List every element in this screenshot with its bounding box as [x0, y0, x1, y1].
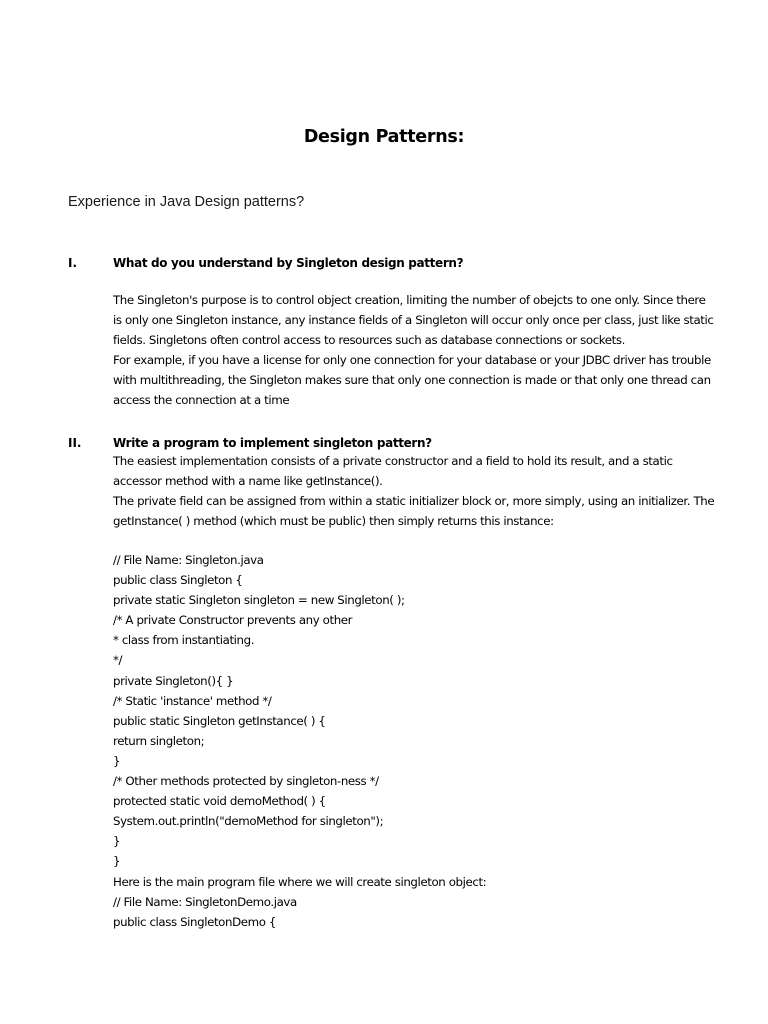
answer-line: getInstance( ) method (which must be public) then simply returns this instance: — [113, 514, 554, 529]
answer-line: fields. Singletons often control access to resources such as database connections or sockets. — [113, 333, 625, 348]
document-title: Design Patterns: — [303, 127, 465, 147]
question-2-answer — [113, 451, 743, 531]
code-line: */ — [113, 653, 123, 668]
code-line: // File Name: Singleton.java — [113, 553, 264, 567]
answer-line: with multithreading, the Singleton makes sure that only one connection is made or that only one thread can — [113, 373, 711, 388]
code-line: public static Singleton getInstance( ) { — [113, 713, 326, 728]
code-listing — [113, 550, 743, 932]
code-line: protected static void demoMethod( ) { — [113, 794, 326, 809]
code-line: private static Singleton singleton = new Singleton( ); — [113, 593, 405, 608]
code-line: } — [113, 854, 121, 869]
code-line: } — [113, 834, 121, 849]
code-line: /* Static 'instance' method */ — [113, 693, 272, 708]
answer-line: is only one Singleton instance, any instance fields of a Singleton will occur only once per class, just like static — [113, 313, 714, 328]
answer-line: For example, if you have a license for only one connection for your database or your JDBC driver has trouble — [113, 353, 711, 368]
question-1-heading: What do you understand by Singleton design pattern? — [113, 256, 464, 270]
question-2-heading: Write a program to implement singleton pattern? — [113, 436, 432, 450]
code-line: // File Name: SingletonDemo.java — [113, 894, 297, 909]
code-line: /* Other methods protected by singleton-ness */ — [113, 774, 379, 789]
answer-line: The easiest implementation consists of a private constructor and a field to hold its result, and a static — [113, 454, 673, 468]
code-line: public class SingletonDemo { — [113, 914, 276, 929]
code-line: * class from instantiating. — [113, 633, 255, 648]
question-1-answer — [113, 290, 743, 411]
question-1-number: I. — [68, 256, 78, 270]
document-subtitle: Experience in Java Design patterns? — [68, 194, 305, 210]
code-line: return singleton; — [113, 733, 205, 748]
code-line: private Singleton(){ } — [113, 673, 234, 688]
answer-line: The Singleton's purpose is to control object creation, limiting the number of obejcts to one only. Since there — [113, 293, 706, 307]
code-line: } — [113, 753, 121, 768]
answer-line: accessor method with a name like getInstance(). — [113, 474, 383, 489]
code-line: public class Singleton { — [113, 573, 243, 588]
question-2-number: II. — [68, 436, 82, 450]
code-line: Here is the main program file where we will create singleton object: — [113, 874, 487, 889]
answer-line: access the connection at a time — [113, 393, 290, 408]
code-line: System.out.println("demoMethod for singleton"); — [113, 814, 384, 829]
code-line: /* A private Constructor prevents any other — [113, 613, 353, 628]
answer-line: The private field can be assigned from within a static initializer block or, more simply, using an initializer. The — [113, 494, 715, 509]
